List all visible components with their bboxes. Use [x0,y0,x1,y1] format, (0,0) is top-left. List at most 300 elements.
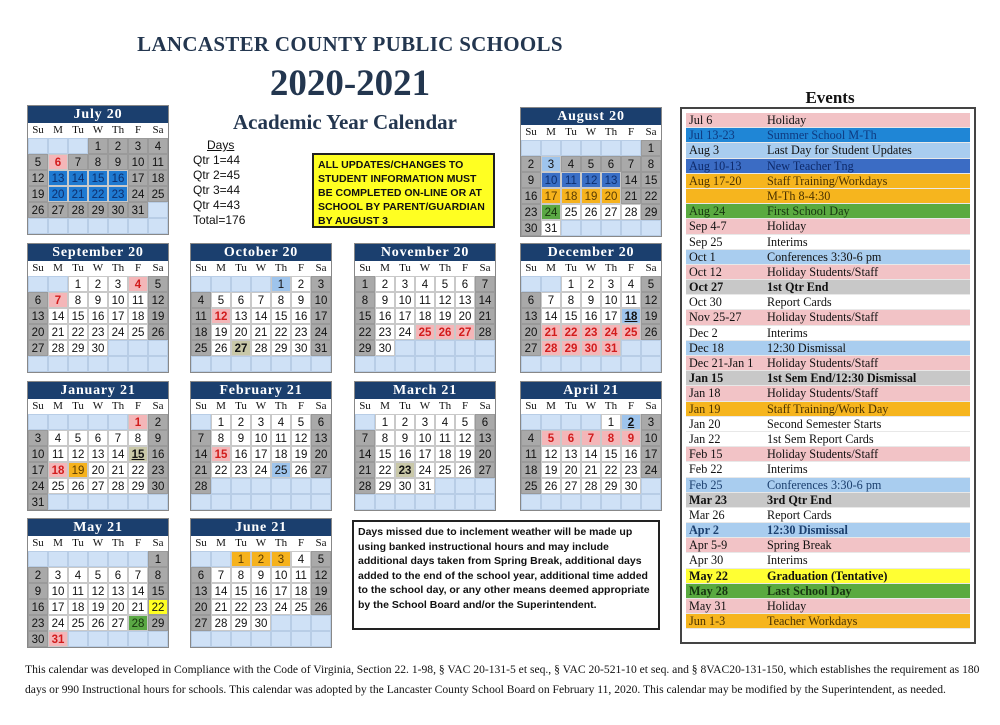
day-grid [28,551,168,647]
event-row [686,204,970,219]
day-cell: 14 [251,308,271,324]
empty-cell [68,551,88,567]
student-update-notice: ALL UPDATES/CHANGES TO STUDENT INFORMATION MUST BE COMPLETED ON-LINE OR AT SCHOOL BY PARENT/GUARDIAN BY AUGUST 3 [312,153,495,228]
day-cell: 22 [148,599,168,615]
day-cell: 28 [108,478,128,494]
day-cell: 19 [211,324,231,340]
empty-cell [291,615,311,631]
empty-cell [231,631,251,647]
day-cell: 29 [231,615,251,631]
day-grid [355,276,495,372]
empty-cell [28,138,48,154]
day-cell: 12 [455,430,475,446]
weekday-label: F [134,262,142,274]
events-title: Events [805,88,855,107]
day-cell: 11 [561,172,581,188]
empty-cell [521,140,541,156]
empty-cell [641,356,661,372]
day-cell: 14 [475,292,495,308]
day-cell: 15 [231,583,251,599]
day-cell: 8 [355,292,375,308]
day-cell: 27 [601,204,621,220]
empty-cell [68,631,88,647]
event-date: Aug 24 [689,204,726,219]
day-cell: 16 [621,446,641,462]
day-cell: 30 [581,340,601,356]
empty-cell [128,340,148,356]
empty-cell [641,220,661,236]
weekday-header [191,261,331,276]
day-cell: 8 [231,567,251,583]
day-cell: 7 [128,567,148,583]
day-cell: 18 [191,324,211,340]
day-cell: 10 [415,430,435,446]
empty-cell [48,138,68,154]
event-date: Jan 20 [689,416,721,431]
day-grid [355,414,495,510]
empty-cell [251,478,271,494]
weekday-label: Tu [399,400,411,412]
day-cell: 15 [88,170,108,186]
event-description: Graduation (Tentative) [767,568,888,583]
event-row [686,113,970,128]
day-cell: 6 [521,292,541,308]
day-cell: 26 [311,599,331,615]
day-grid [521,414,661,510]
day-cell: 11 [48,446,68,462]
empty-cell [455,478,475,494]
day-cell: 12 [291,430,311,446]
month-calendar [190,518,332,648]
event-row [686,417,970,432]
day-cell: 18 [415,308,435,324]
weekday-label: Tu [72,400,84,412]
day-cell: 21 [581,462,601,478]
event-date: Feb 25 [689,477,723,492]
day-cell: 15 [211,446,231,462]
days-total: Total=176 [193,213,246,227]
day-cell: 27 [231,340,251,356]
day-cell: 19 [581,188,601,204]
day-grid [191,551,331,647]
empty-cell [48,494,68,510]
day-cell: 28 [621,204,641,220]
weekday-label: Sa [152,537,164,549]
day-cell: 18 [48,462,68,478]
day-cell: 1 [211,414,231,430]
event-date: Jan 18 [689,386,721,401]
empty-cell [561,494,581,510]
day-cell: 24 [108,324,128,340]
day-cell: 25 [561,204,581,220]
weekday-label: Sa [645,400,657,412]
empty-cell [621,494,641,510]
empty-cell [621,356,641,372]
weekday-label: M [380,400,390,412]
day-cell: 24 [271,599,291,615]
day-cell: 11 [271,430,291,446]
day-cell: 4 [415,276,435,292]
day-cell: 12 [28,170,48,186]
day-cell: 20 [455,308,475,324]
day-cell: 20 [601,188,621,204]
empty-cell [311,356,331,372]
day-cell: 5 [148,276,168,292]
empty-cell [621,340,641,356]
day-cell: 24 [48,615,68,631]
compliance-footer: This calendar was developed in Compliance with the Code of Virginia, Section 22. 1-98, § VAC 20-131-5 et seq., § VAC 20-521-10 et seq. and § 8VAC20-131-150, which establishes the requirement as 180 days or 990 Instructional hours for schools. This calendar was adopted by the Lancaster County School Board on February 11, 2020. This calendar may be modified by the Superintendent, as needed. [25,663,980,696]
day-cell: 13 [28,308,48,324]
empty-cell [211,551,231,567]
weekday-label: Th [438,400,452,412]
empty-cell [415,494,435,510]
day-cell: 4 [191,292,211,308]
day-cell: 24 [311,324,331,340]
day-cell: 21 [191,462,211,478]
empty-cell [561,356,581,372]
empty-cell [231,356,251,372]
day-cell: 12 [641,292,661,308]
day-cell: 7 [108,430,128,446]
day-cell: 16 [28,599,48,615]
event-row [686,447,970,462]
day-cell: 17 [108,308,128,324]
event-description: M-Th 8-4:30 [767,188,831,203]
day-cell: 21 [211,599,231,615]
event-row [686,174,970,189]
day-cell: 7 [191,430,211,446]
day-cell: 27 [475,462,495,478]
day-cell: 19 [291,446,311,462]
empty-cell [475,478,495,494]
month-header: March 21 [355,382,495,399]
day-cell: 28 [355,478,375,494]
empty-cell [48,356,68,372]
empty-cell [88,631,108,647]
day-cell: 19 [88,599,108,615]
day-cell: 25 [435,462,455,478]
month-calendar [520,381,662,511]
weekday-label: Tu [235,262,247,274]
day-cell: 11 [148,154,168,170]
empty-cell [191,494,211,510]
weekday-label: Su [195,262,207,274]
day-cell: 3 [311,276,331,292]
day-cell: 11 [521,446,541,462]
day-cell: 13 [561,446,581,462]
day-cell: 23 [88,324,108,340]
day-cell: 13 [191,583,211,599]
event-row [686,250,970,265]
empty-cell [475,494,495,510]
empty-cell [48,276,68,292]
day-cell: 5 [641,276,661,292]
day-cell: 9 [231,430,251,446]
weekday-header [28,399,168,414]
month-calendar [190,243,332,373]
empty-cell [355,356,375,372]
event-row [686,599,970,614]
day-cell: 26 [68,478,88,494]
weekday-label: Su [32,124,44,136]
day-cell: 20 [191,599,211,615]
day-cell: 27 [48,202,68,218]
day-cell: 16 [108,170,128,186]
event-date: Aug 17-20 [689,173,742,188]
event-description: Holiday [767,219,807,234]
empty-cell [475,340,495,356]
event-row [686,584,970,599]
day-cell: 4 [48,430,68,446]
empty-cell [311,615,331,631]
day-cell: 2 [375,276,395,292]
day-cell: 7 [48,292,68,308]
day-cell: 18 [435,446,455,462]
days-summary [193,138,245,228]
day-cell: 22 [88,186,108,202]
day-cell: 13 [521,308,541,324]
empty-cell [251,356,271,372]
day-cell: 22 [211,462,231,478]
weekday-label: Th [111,124,125,136]
day-cell: 15 [271,308,291,324]
weekday-label: M [380,262,390,274]
empty-cell [148,631,168,647]
day-cell: 30 [395,478,415,494]
empty-cell [128,218,148,234]
day-cell: 4 [521,430,541,446]
empty-cell [88,551,108,567]
weekday-label: Tu [235,537,247,549]
day-cell: 4 [291,551,311,567]
day-cell: 8 [128,430,148,446]
day-cell: 21 [541,324,561,340]
day-cell: 29 [355,340,375,356]
day-cell: 25 [291,599,311,615]
day-cell: 8 [271,292,291,308]
weekday-label: Su [32,537,44,549]
empty-cell [48,414,68,430]
day-cell: 29 [601,478,621,494]
day-cell: 8 [211,430,231,446]
day-cell: 7 [541,292,561,308]
day-cell: 7 [355,430,375,446]
event-row [686,326,970,341]
weekday-label: Th [111,400,125,412]
empty-cell [128,551,148,567]
day-cell: 17 [311,308,331,324]
weekday-label: F [461,400,469,412]
day-cell: 5 [581,156,601,172]
day-cell: 16 [521,188,541,204]
empty-cell [68,356,88,372]
day-cell: 15 [68,308,88,324]
weekday-label: F [297,537,305,549]
day-cell: 14 [191,446,211,462]
event-row [686,432,970,447]
weekday-label: Sa [152,262,164,274]
empty-cell [521,414,541,430]
day-cell: 2 [291,276,311,292]
empty-cell [641,478,661,494]
event-date: Apr 30 [689,553,724,568]
event-row [686,280,970,295]
weekday-label: Th [111,537,125,549]
day-cell: 2 [231,414,251,430]
day-cell: 17 [395,308,415,324]
empty-cell [271,494,291,510]
day-cell: 1 [271,276,291,292]
empty-cell [311,631,331,647]
empty-cell [581,414,601,430]
empty-cell [291,478,311,494]
day-grid [191,414,331,510]
day-cell: 22 [128,462,148,478]
day-cell: 7 [211,567,231,583]
day-cell: 2 [251,551,271,567]
empty-cell [231,494,251,510]
event-description: 1st Qtr End [767,280,829,295]
empty-cell [561,140,581,156]
day-cell: 20 [88,462,108,478]
school-year: 2020-2021 [269,63,431,104]
days-heading: Days [207,138,235,152]
weekday-label: W [92,124,104,136]
inclement-weather-note: Days missed due to inclement weather will be made up using banked instructional hours and may include additional days taken from Spring Break, additional days added to the end of the school year, additional time added to the school day, or any other means deemed appropriate by the School Board and/or the Superintendent. [352,520,660,630]
month-calendar [354,243,496,373]
event-date: Jul 13-23 [689,128,735,143]
empty-cell [435,356,455,372]
day-cell: 16 [148,446,168,462]
empty-cell [231,276,251,292]
empty-cell [28,276,48,292]
day-cell: 20 [48,186,68,202]
empty-cell [455,494,475,510]
weekday-label: Su [359,400,371,412]
day-cell: 7 [68,154,88,170]
day-cell: 12 [88,583,108,599]
weekday-label: F [627,262,635,274]
event-description: Holiday Students/Staff [767,386,879,401]
weekday-label: F [297,262,305,274]
empty-cell [88,414,108,430]
day-cell: 8 [601,430,621,446]
day-cell: 11 [128,292,148,308]
weekday-label: Tu [565,262,577,274]
day-cell: 31 [311,340,331,356]
day-cell: 31 [48,631,68,647]
day-cell: 14 [108,446,128,462]
month-header: August 20 [521,108,661,125]
day-cell: 17 [251,446,271,462]
day-cell: 9 [251,567,271,583]
weekday-label: W [255,400,267,412]
event-row [686,402,970,417]
day-cell: 31 [415,478,435,494]
empty-cell [28,218,48,234]
day-cell: 30 [88,340,108,356]
event-description: Second Semester Starts [767,416,882,431]
event-description: Last Day for Student Updates [767,143,912,158]
event-date: Oct 1 [689,249,716,264]
empty-cell [521,356,541,372]
event-description: Holiday Students/Staff [767,356,879,370]
day-cell: 28 [581,478,601,494]
day-cell: 27 [455,324,475,340]
day-grid [28,414,168,510]
day-cell: 13 [601,172,621,188]
day-cell: 5 [311,551,331,567]
event-date: May 28 [689,583,728,598]
days-line: Qtr 1=44 [193,153,241,167]
day-cell: 24 [28,478,48,494]
day-cell: 27 [521,340,541,356]
day-cell: 25 [48,478,68,494]
day-cell: 24 [641,462,661,478]
day-cell: 3 [251,414,271,430]
day-cell: 18 [621,308,641,324]
day-cell: 25 [621,324,641,340]
event-row [686,235,970,250]
day-cell: 26 [291,462,311,478]
event-row [686,128,970,143]
day-cell: 11 [191,308,211,324]
day-cell: 18 [521,462,541,478]
day-cell: 14 [68,170,88,186]
day-cell: 22 [601,462,621,478]
day-cell: 18 [291,583,311,599]
empty-cell [191,356,211,372]
weekday-label: F [461,262,469,274]
empty-cell [641,340,661,356]
day-grid [28,138,168,234]
day-cell: 23 [395,462,415,478]
weekday-label: Th [604,262,618,274]
empty-cell [211,478,231,494]
empty-cell [541,414,561,430]
day-cell: 6 [475,414,495,430]
empty-cell [621,140,641,156]
empty-cell [108,356,128,372]
day-cell: 15 [641,172,661,188]
month-calendar [27,518,169,648]
empty-cell [641,494,661,510]
day-cell: 23 [581,324,601,340]
day-cell: 7 [581,430,601,446]
event-row [686,538,970,553]
month-calendar [27,381,169,511]
weekday-label: W [92,262,104,274]
empty-cell [455,356,475,372]
day-cell: 29 [271,340,291,356]
day-cell: 29 [148,615,168,631]
day-cell: 11 [435,430,455,446]
day-cell: 24 [601,324,621,340]
day-cell: 14 [211,583,231,599]
day-cell: 9 [375,292,395,308]
empty-cell [108,551,128,567]
day-cell: 8 [88,154,108,170]
empty-cell [88,218,108,234]
weekday-label: Th [438,262,452,274]
event-row [686,493,970,508]
day-cell: 25 [271,462,291,478]
weekday-label: W [419,262,431,274]
day-cell: 30 [291,340,311,356]
day-cell: 27 [191,615,211,631]
weekday-label: Tu [399,262,411,274]
day-cell: 15 [561,308,581,324]
